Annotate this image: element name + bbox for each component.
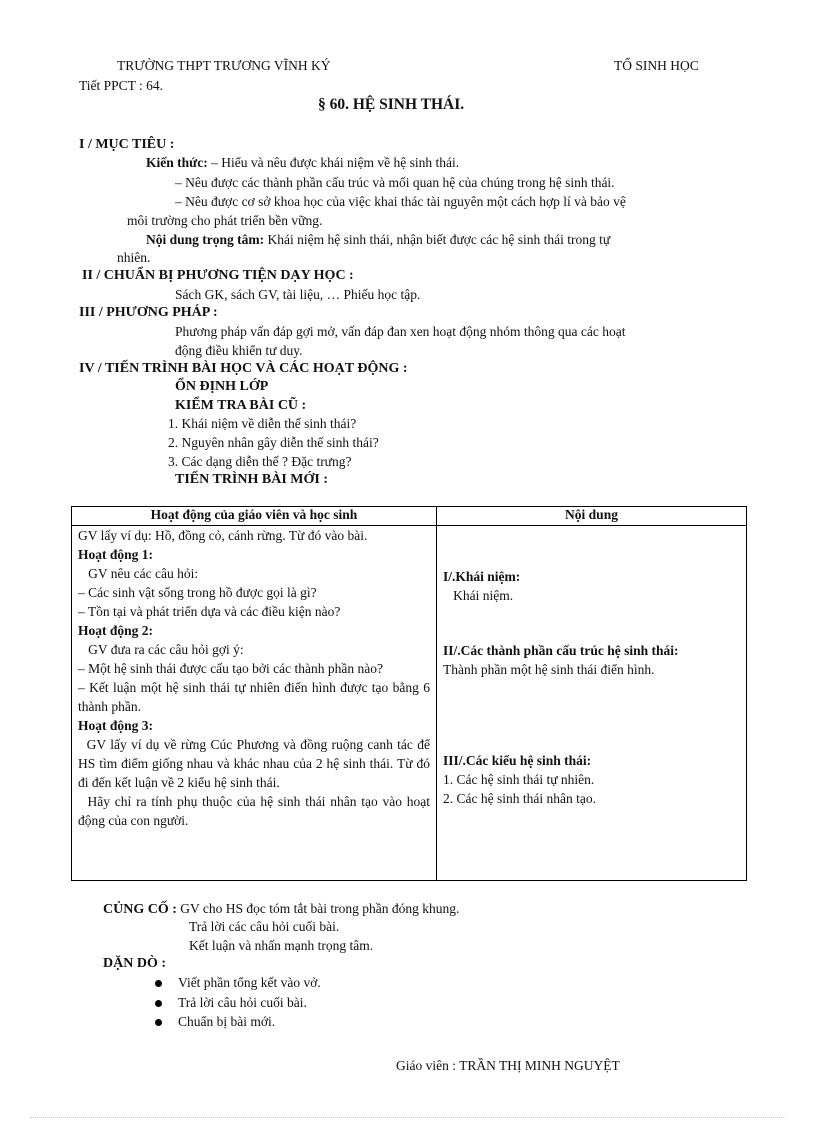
teacher-name: TRẦN THỊ MINH NGUYỆT [459,1058,620,1073]
homework-item [155,975,321,991]
consolidate-label: CỦNG CỐ : [103,902,177,917]
new-lesson-heading: TIẾN TRÌNH BÀI MỚI : [175,472,328,487]
section-heading-method: III / PHƯƠNG PHÁP : [79,305,218,320]
focus-row [146,232,610,248]
page-title: § 60. HỆ SINH THÁI. [318,96,465,113]
focus-text: Khái niệm hệ sinh thái, nhận biết được các hệ sinh thái trong tự [267,232,611,247]
lesson-table [71,506,747,881]
department-name: TỔ SINH HỌC [614,58,699,73]
question-item: 2. Nguyên nhân gây diễn thế sinh thái? [168,435,379,450]
homework-item-text: Viết phần tổng kết vào vở. [178,975,321,990]
knowledge-item-2: – Nêu được các thành phần cấu trúc và mối quan hệ của chúng trong hệ sinh thái. [175,175,615,190]
content-block-1 [443,567,520,605]
activity-2-label: Hoạt động 2: [78,623,154,638]
lesson-number: Tiết PPCT : 64. [79,78,164,93]
homework-item [155,1014,275,1030]
preparation-text: Sách GK, sách GV, tài liệu, … Phiếu học tập. [175,287,421,302]
content-block-3 [443,751,596,808]
content-cell [437,526,747,881]
check-old-lesson: KIỂM TRA BÀI CŨ : [175,398,307,413]
bullet-icon [155,1019,162,1026]
activity-line: – Tồn tại và phát triển dựa và các điều kiện nào? [78,604,341,619]
activities-cell [72,526,437,881]
content-text: Khái niệm. [443,588,514,603]
table-header-content: Nội dung [437,507,747,526]
method-text-2: động điều khiển tư duy. [175,343,303,358]
activity-line: GV nêu các câu hỏi: [78,566,199,581]
consolidate-row [103,901,459,918]
content-text: 1. Các hệ sinh thái tự nhiên. [443,772,595,787]
activity-line: GV đưa ra các câu hỏi gợi ý: [78,642,244,657]
activity-1-label: Hoạt động 1: [78,547,154,562]
bullet-icon [155,1000,162,1007]
activity-line: GV lấy ví dụ về rừng Cúc Phương và đồng ruộng canh tác để HS tìm điểm giống nhau và khác nhau của 2 hệ sinh thái. Từ đó đi đến kết luận về 2 kiểu hệ sinh thái. [78,737,437,790]
activity-line: – Các sinh vật sống trong hồ được gọi là gì? [78,585,317,600]
method-text-1: Phương pháp vấn đáp gợi mở, vấn đáp đan xen hoạt động nhóm thông qua các hoạt [175,324,626,339]
activity-line: – Kết luận một hệ sinh thái tự nhiên điển hình được tạo bằng 6 thành phần. [78,680,430,714]
content-text: Thành phần một hệ sinh thái điển hình. [443,662,655,677]
content-heading: III/.Các kiểu hệ sinh thái: [443,753,592,768]
section-heading-preparation: II / CHUẨN BỊ PHƯƠNG TIỆN DẠY HỌC : [82,268,354,283]
content-block-2 [443,641,679,679]
homework-label: DẶN DÒ : [103,956,166,971]
focus-label: Nội dung trọng tâm: [146,232,265,247]
activity-3-label: Hoạt động 3: [78,718,154,733]
activity-line: Hãy chỉ ra tính phụ thuộc của hệ sinh thái nhân tạo vào hoạt động của con người. [78,794,434,828]
knowledge-item-3-cont: môi trường cho phát triển bền vững. [127,213,323,228]
intro-text: GV lấy ví dụ: Hồ, đồng cỏ, cánh rừng. Từ đó vào bài. [78,528,368,543]
teacher-label: Giáo viên : [396,1058,456,1073]
section-heading-objectives: I / MỤC TIÊU : [79,137,175,152]
knowledge-item-3: – Nêu được cơ sở khoa học của việc khai thác tài nguyên một cách hợp lí và bảo vệ [175,194,626,209]
question-item: 1. Khái niệm về diễn thế sinh thái? [168,416,357,431]
knowledge-label: Kiến thức: [146,155,208,170]
teacher-line [396,1058,620,1074]
knowledge-item-1: – Hiểu và nêu được khái niệm về hệ sinh thái. [211,155,460,170]
stabilize-class: ỔN ĐỊNH LỚP [175,379,269,394]
consolidate-line-1: GV cho HS đọc tóm tắt bài trong phần đóng khung. [180,901,460,916]
question-item: 3. Các dạng diễn thế ? Đặc trưng? [168,454,352,469]
page-bottom-border [30,1117,786,1118]
homework-item-text: Trả lời câu hỏi cuối bài. [178,995,307,1010]
table-header-activities: Hoạt động của giáo viên và học sinh [72,507,437,526]
bullet-icon [155,980,162,987]
section-heading-progress: IV / TIẾN TRÌNH BÀI HỌC VÀ CÁC HOẠT ĐỘNG : [79,361,408,376]
knowledge-row [146,155,459,171]
consolidate-line-3: Kết luận và nhấn mạnh trọng tâm. [189,938,374,953]
homework-item [155,995,307,1011]
content-text: 2. Các hệ sinh thái nhân tạo. [443,791,596,806]
activity-line: – Một hệ sinh thái được cấu tạo bởi các thành phần nào? [78,661,384,676]
content-heading: I/.Khái niệm: [443,569,521,584]
content-heading: II/.Các thành phần cấu trúc hệ sinh thái: [443,643,679,658]
consolidate-line-2: Trả lời các câu hỏi cuối bài. [189,919,340,934]
focus-text-cont: nhiên. [117,250,151,265]
school-name: TRƯỜNG THPT TRƯƠNG VĨNH KÝ [117,58,331,73]
homework-item-text: Chuẩn bị bài mới. [178,1014,276,1029]
